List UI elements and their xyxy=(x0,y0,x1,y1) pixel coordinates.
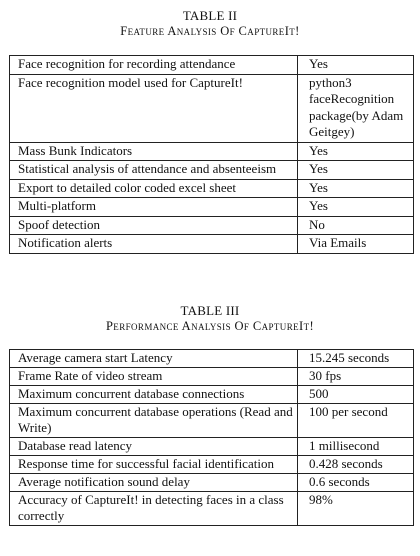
table-iii-number: TABLE III xyxy=(180,303,240,318)
value-cell: 15.245 seconds xyxy=(298,350,414,368)
value-cell: 0.428 seconds xyxy=(298,456,414,474)
feature-cell: Export to detailed color coded excel sheet xyxy=(10,179,298,198)
feature-cell: Statistical analysis of attendance and absenteeism xyxy=(10,161,298,180)
metric-cell: Accuracy of CaptureIt! in detecting faces in a class correctly xyxy=(10,492,298,526)
value-cell: 500 xyxy=(298,386,414,404)
table-row xyxy=(10,492,414,526)
table-row xyxy=(10,56,414,75)
value-cell: 30 fps xyxy=(298,368,414,386)
value-cell: 1 millisecond xyxy=(298,438,414,456)
value-cell: Yes xyxy=(298,161,414,180)
table-iii-caption: Performance Analysis Of CaptureIt! xyxy=(105,319,315,333)
table-row xyxy=(10,438,414,456)
value-cell: Yes xyxy=(298,142,414,161)
metric-cell: Database read latency xyxy=(10,438,298,456)
value-cell: 98% xyxy=(298,492,414,526)
value-cell: 100 per second xyxy=(298,404,414,438)
table-row xyxy=(10,456,414,474)
table-row xyxy=(10,161,414,180)
table-ii-block xyxy=(0,8,420,250)
metric-cell: Maximum concurrent database operations (Read and Write) xyxy=(10,404,298,438)
value-cell: Yes xyxy=(298,198,414,217)
table-iii-block xyxy=(0,303,420,523)
feature-cell: Spoof detection xyxy=(10,216,298,235)
value-cell: Via Emails xyxy=(298,235,414,254)
metric-cell: Average notification sound delay xyxy=(10,474,298,492)
value-cell: python3 faceRecognition package(by Adam Geitgey) xyxy=(298,74,414,142)
table-row xyxy=(10,216,414,235)
table-row xyxy=(10,350,414,368)
value-cell: Yes xyxy=(298,179,414,198)
table-row xyxy=(10,74,414,142)
performance-analysis-table xyxy=(9,349,414,526)
feature-analysis-table xyxy=(9,55,414,254)
table-row xyxy=(10,386,414,404)
value-cell: Yes xyxy=(298,56,414,75)
metric-cell: Frame Rate of video stream xyxy=(10,368,298,386)
table-row xyxy=(10,179,414,198)
table-row xyxy=(10,142,414,161)
table-row xyxy=(10,198,414,217)
table-row xyxy=(10,368,414,386)
feature-cell: Face recognition for recording attendance xyxy=(10,56,298,75)
feature-cell: Notification alerts xyxy=(10,235,298,254)
table-row xyxy=(10,235,414,254)
table-ii-caption: Feature Analysis Of CaptureIt! xyxy=(120,24,300,38)
value-cell: No xyxy=(298,216,414,235)
feature-cell: Face recognition model used for CaptureIt! xyxy=(10,74,298,142)
metric-cell: Response time for successful facial identification xyxy=(10,456,298,474)
feature-cell: Multi-platform xyxy=(10,198,298,217)
metric-cell: Average camera start Latency xyxy=(10,350,298,368)
feature-cell: Mass Bunk Indicators xyxy=(10,142,298,161)
metric-cell: Maximum concurrent database connections xyxy=(10,386,298,404)
value-cell: 0.6 seconds xyxy=(298,474,414,492)
table-ii-number: TABLE II xyxy=(182,8,238,23)
table-row xyxy=(10,404,414,438)
table-row xyxy=(10,474,414,492)
